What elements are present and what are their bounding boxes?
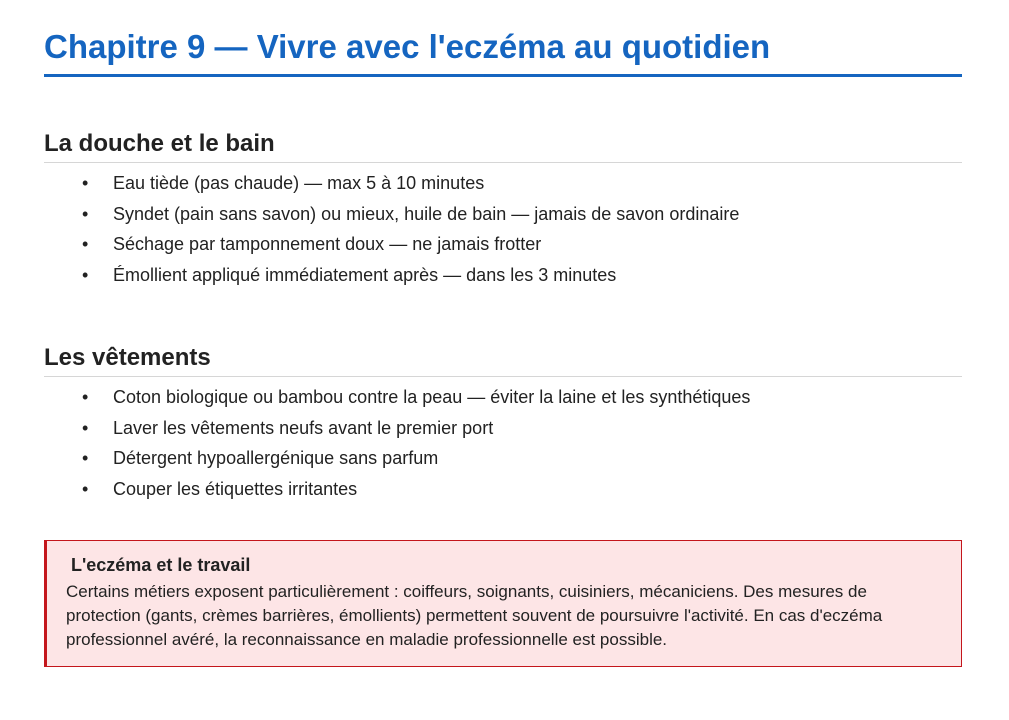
list-item: • Détergent hypoallergénique sans parfum <box>113 443 962 474</box>
callout-title: L'eczéma et le travail <box>71 555 251 575</box>
callout-box <box>44 540 962 667</box>
list-item: • Eau tiède (pas chaude) — max 5 à 10 minutes <box>113 168 962 199</box>
section-title: Les vêtements <box>44 343 962 377</box>
bullet-list <box>44 382 962 504</box>
section-douche-bain <box>44 129 962 290</box>
list-item: • Coton biologique ou bambou contre la peau — éviter la laine et les synthétiques <box>113 382 962 413</box>
section-vetements <box>44 343 962 504</box>
chapter-title: Chapitre 9 — Vivre avec l'eczéma au quotidien <box>44 0 962 77</box>
document-page <box>44 0 962 667</box>
list-item: • Couper les étiquettes irritantes <box>113 474 962 505</box>
list-item: • Syndet (pain sans savon) ou mieux, huile de bain — jamais de savon ordinaire <box>113 199 962 230</box>
section-title: La douche et le bain <box>44 129 962 163</box>
list-item: • Laver les vêtements neufs avant le premier port <box>113 413 962 444</box>
list-item: • Séchage par tamponnement doux — ne jamais frotter <box>113 229 962 260</box>
bullet-list <box>44 168 962 290</box>
callout-body: Certains métiers exposent particulièrement : coiffeurs, soignants, cuisiniers, mécaniciens. Des mesures de protection (gants, crèmes barrières, émollients) permettent souvent de poursuivre l'activité. En cas d'eczéma professionnel avéré, la reconnaissance en maladie professionnelle est possible. <box>66 582 883 649</box>
list-item: • Émollient appliqué immédiatement après — dans les 3 minutes <box>113 260 962 291</box>
